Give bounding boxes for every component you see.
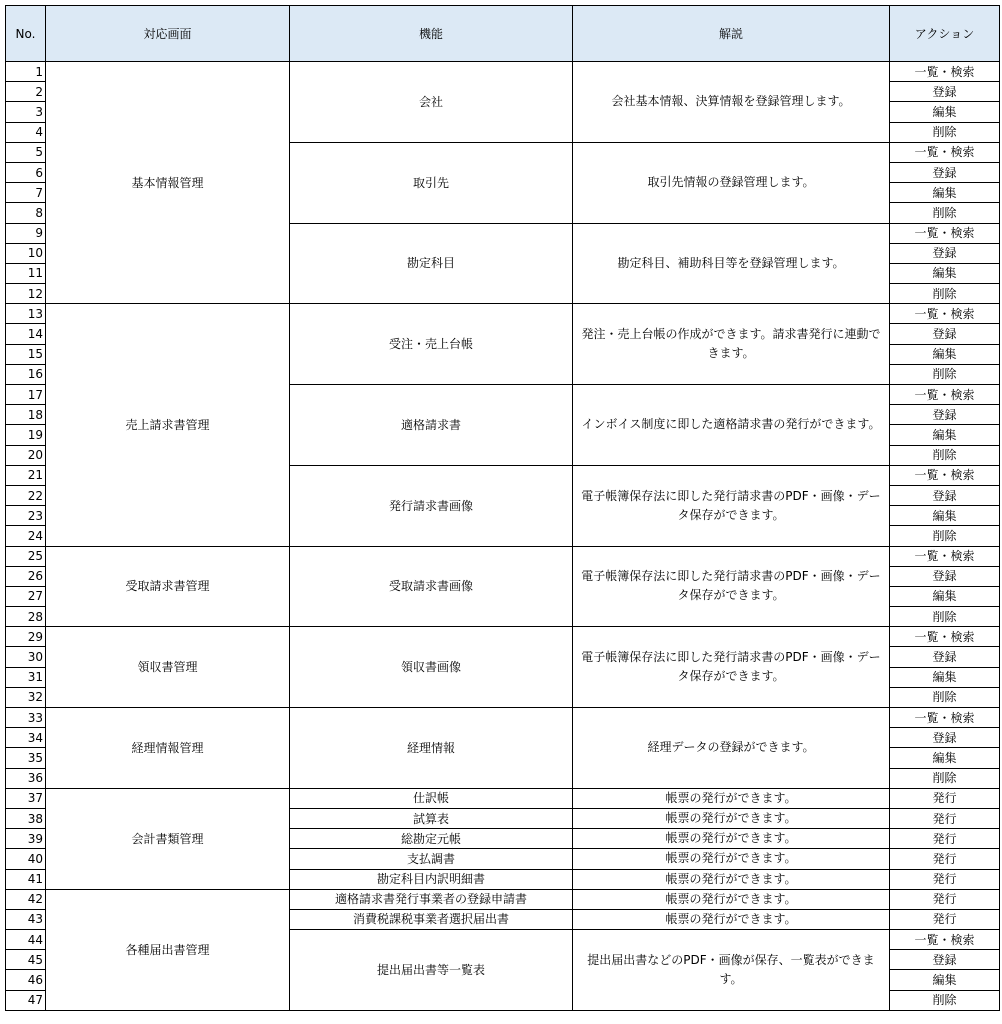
action-cell: 編集 (890, 970, 1000, 990)
action-cell: 登録 (890, 405, 1000, 425)
function-cell: 勘定科目 (290, 223, 573, 304)
function-cell: 適格請求書発行事業者の登録申請書 (290, 889, 573, 909)
action-cell: 発行 (890, 889, 1000, 909)
row-number: 40 (6, 849, 46, 869)
row-number: 11 (6, 263, 46, 283)
table-row (6, 304, 1000, 324)
row-number: 13 (6, 304, 46, 324)
action-cell: 登録 (890, 243, 1000, 263)
action-cell: 削除 (890, 990, 1000, 1010)
row-number: 39 (6, 829, 46, 849)
row-number: 47 (6, 990, 46, 1010)
function-cell: 取引先 (290, 142, 573, 223)
action-cell: 削除 (890, 284, 1000, 304)
header-action: アクション (890, 6, 1000, 62)
action-cell: 発行 (890, 808, 1000, 828)
action-cell: 一覧・検索 (890, 708, 1000, 728)
action-cell: 編集 (890, 506, 1000, 526)
action-cell: 編集 (890, 183, 1000, 203)
row-number: 21 (6, 465, 46, 485)
function-cell: 消費税課税事業者選択届出書 (290, 909, 573, 929)
table-row (6, 708, 1000, 728)
action-cell: 削除 (890, 203, 1000, 223)
description-cell: 電子帳簿保存法に即した発行請求書のPDF・画像・データ保存ができます。 (573, 465, 890, 546)
table-row (6, 627, 1000, 647)
function-cell: 発行請求書画像 (290, 465, 573, 546)
action-cell: 一覧・検索 (890, 465, 1000, 485)
row-number: 36 (6, 768, 46, 788)
action-cell: 登録 (890, 728, 1000, 748)
action-cell: 登録 (890, 162, 1000, 182)
screen-cell: 会計書類管理 (46, 788, 290, 889)
table-row (6, 546, 1000, 566)
description-cell: 経理データの登録ができます。 (573, 708, 890, 789)
header-screen: 対応画面 (46, 6, 290, 62)
description-cell: 帳票の発行ができます。 (573, 829, 890, 849)
row-number: 28 (6, 607, 46, 627)
action-cell: 削除 (890, 607, 1000, 627)
screen-cell: 基本情報管理 (46, 62, 290, 304)
table-row (6, 889, 1000, 909)
header-row (6, 6, 1000, 62)
function-cell: 適格請求書 (290, 385, 573, 466)
action-cell: 削除 (890, 768, 1000, 788)
description-cell: 提出届出書などのPDF・画像が保存、一覧表ができます。 (573, 930, 890, 1011)
row-number: 34 (6, 728, 46, 748)
action-cell: 登録 (890, 566, 1000, 586)
description-cell: 帳票の発行ができます。 (573, 808, 890, 828)
function-cell: 試算表 (290, 808, 573, 828)
action-cell: 一覧・検索 (890, 627, 1000, 647)
row-number: 31 (6, 667, 46, 687)
row-number: 25 (6, 546, 46, 566)
row-number: 20 (6, 445, 46, 465)
screen-cell: 各種届出書管理 (46, 889, 290, 1010)
description-cell: 電子帳簿保存法に即した発行請求書のPDF・画像・データ保存ができます。 (573, 627, 890, 708)
row-number: 37 (6, 788, 46, 808)
row-number: 7 (6, 183, 46, 203)
row-number: 35 (6, 748, 46, 768)
row-number: 9 (6, 223, 46, 243)
function-cell: 提出届出書等一覧表 (290, 930, 573, 1011)
row-number: 3 (6, 102, 46, 122)
row-number: 30 (6, 647, 46, 667)
function-cell: 領収書画像 (290, 627, 573, 708)
row-number: 16 (6, 364, 46, 384)
description-cell: 帳票の発行ができます。 (573, 889, 890, 909)
row-number: 32 (6, 687, 46, 707)
table-row (6, 788, 1000, 808)
function-cell: 総勘定元帳 (290, 829, 573, 849)
action-cell: 編集 (890, 344, 1000, 364)
action-cell: 発行 (890, 869, 1000, 889)
action-cell: 削除 (890, 364, 1000, 384)
action-cell: 編集 (890, 748, 1000, 768)
description-cell: 帳票の発行ができます。 (573, 849, 890, 869)
row-number: 27 (6, 586, 46, 606)
table-row (6, 62, 1000, 82)
screen-cell: 受取請求書管理 (46, 546, 290, 627)
description-cell: 帳票の発行ができます。 (573, 788, 890, 808)
action-cell: 編集 (890, 102, 1000, 122)
action-cell: 削除 (890, 687, 1000, 707)
action-cell: 編集 (890, 263, 1000, 283)
function-cell: 会社 (290, 62, 573, 143)
row-number: 38 (6, 808, 46, 828)
function-cell: 受注・売上台帳 (290, 304, 573, 385)
row-number: 5 (6, 142, 46, 162)
table-body (6, 62, 1000, 1011)
action-cell: 一覧・検索 (890, 546, 1000, 566)
row-number: 17 (6, 385, 46, 405)
description-cell: 勘定科目、補助科目等を登録管理します。 (573, 223, 890, 304)
action-cell: 登録 (890, 82, 1000, 102)
function-cell: 受取請求書画像 (290, 546, 573, 627)
action-cell: 削除 (890, 445, 1000, 465)
action-cell: 削除 (890, 526, 1000, 546)
row-number: 29 (6, 627, 46, 647)
row-number: 2 (6, 82, 46, 102)
action-cell: 登録 (890, 950, 1000, 970)
action-cell: 一覧・検索 (890, 62, 1000, 82)
function-cell: 支払調書 (290, 849, 573, 869)
action-cell: 編集 (890, 425, 1000, 445)
row-number: 45 (6, 950, 46, 970)
row-number: 1 (6, 62, 46, 82)
row-number: 12 (6, 284, 46, 304)
action-cell: 一覧・検索 (890, 142, 1000, 162)
row-number: 24 (6, 526, 46, 546)
row-number: 15 (6, 344, 46, 364)
action-cell: 一覧・検索 (890, 223, 1000, 243)
row-number: 44 (6, 930, 46, 950)
function-table (5, 5, 1000, 1011)
action-cell: 削除 (890, 122, 1000, 142)
screen-cell: 売上請求書管理 (46, 304, 290, 546)
action-cell: 発行 (890, 829, 1000, 849)
row-number: 22 (6, 485, 46, 505)
action-cell: 登録 (890, 485, 1000, 505)
action-cell: 発行 (890, 788, 1000, 808)
description-cell: 取引先情報の登録管理します。 (573, 142, 890, 223)
action-cell: 発行 (890, 849, 1000, 869)
description-cell: 電子帳簿保存法に即した発行請求書のPDF・画像・データ保存ができます。 (573, 546, 890, 627)
header-function: 機能 (290, 6, 573, 62)
action-cell: 登録 (890, 324, 1000, 344)
function-cell: 勘定科目内訳明細書 (290, 869, 573, 889)
row-number: 6 (6, 162, 46, 182)
description-cell: 帳票の発行ができます。 (573, 869, 890, 889)
row-number: 10 (6, 243, 46, 263)
description-cell: 会社基本情報、決算情報を登録管理します。 (573, 62, 890, 143)
description-cell: 発注・売上台帳の作成ができます。請求書発行に連動できます。 (573, 304, 890, 385)
row-number: 26 (6, 566, 46, 586)
action-cell: 一覧・検索 (890, 304, 1000, 324)
description-cell: 帳票の発行ができます。 (573, 909, 890, 929)
row-number: 23 (6, 506, 46, 526)
action-cell: 発行 (890, 909, 1000, 929)
row-number: 14 (6, 324, 46, 344)
header-description: 解説 (573, 6, 890, 62)
action-cell: 登録 (890, 647, 1000, 667)
row-number: 18 (6, 405, 46, 425)
function-cell: 仕訳帳 (290, 788, 573, 808)
row-number: 8 (6, 203, 46, 223)
function-cell: 経理情報 (290, 708, 573, 789)
row-number: 41 (6, 869, 46, 889)
row-number: 46 (6, 970, 46, 990)
row-number: 19 (6, 425, 46, 445)
action-cell: 一覧・検索 (890, 385, 1000, 405)
header-no: No. (6, 6, 46, 62)
row-number: 4 (6, 122, 46, 142)
screen-cell: 領収書管理 (46, 627, 290, 708)
action-cell: 一覧・検索 (890, 930, 1000, 950)
row-number: 42 (6, 889, 46, 909)
screen-cell: 経理情報管理 (46, 708, 290, 789)
action-cell: 編集 (890, 667, 1000, 687)
row-number: 43 (6, 909, 46, 929)
row-number: 33 (6, 708, 46, 728)
description-cell: インボイス制度に即した適格請求書の発行ができます。 (573, 385, 890, 466)
action-cell: 編集 (890, 586, 1000, 606)
